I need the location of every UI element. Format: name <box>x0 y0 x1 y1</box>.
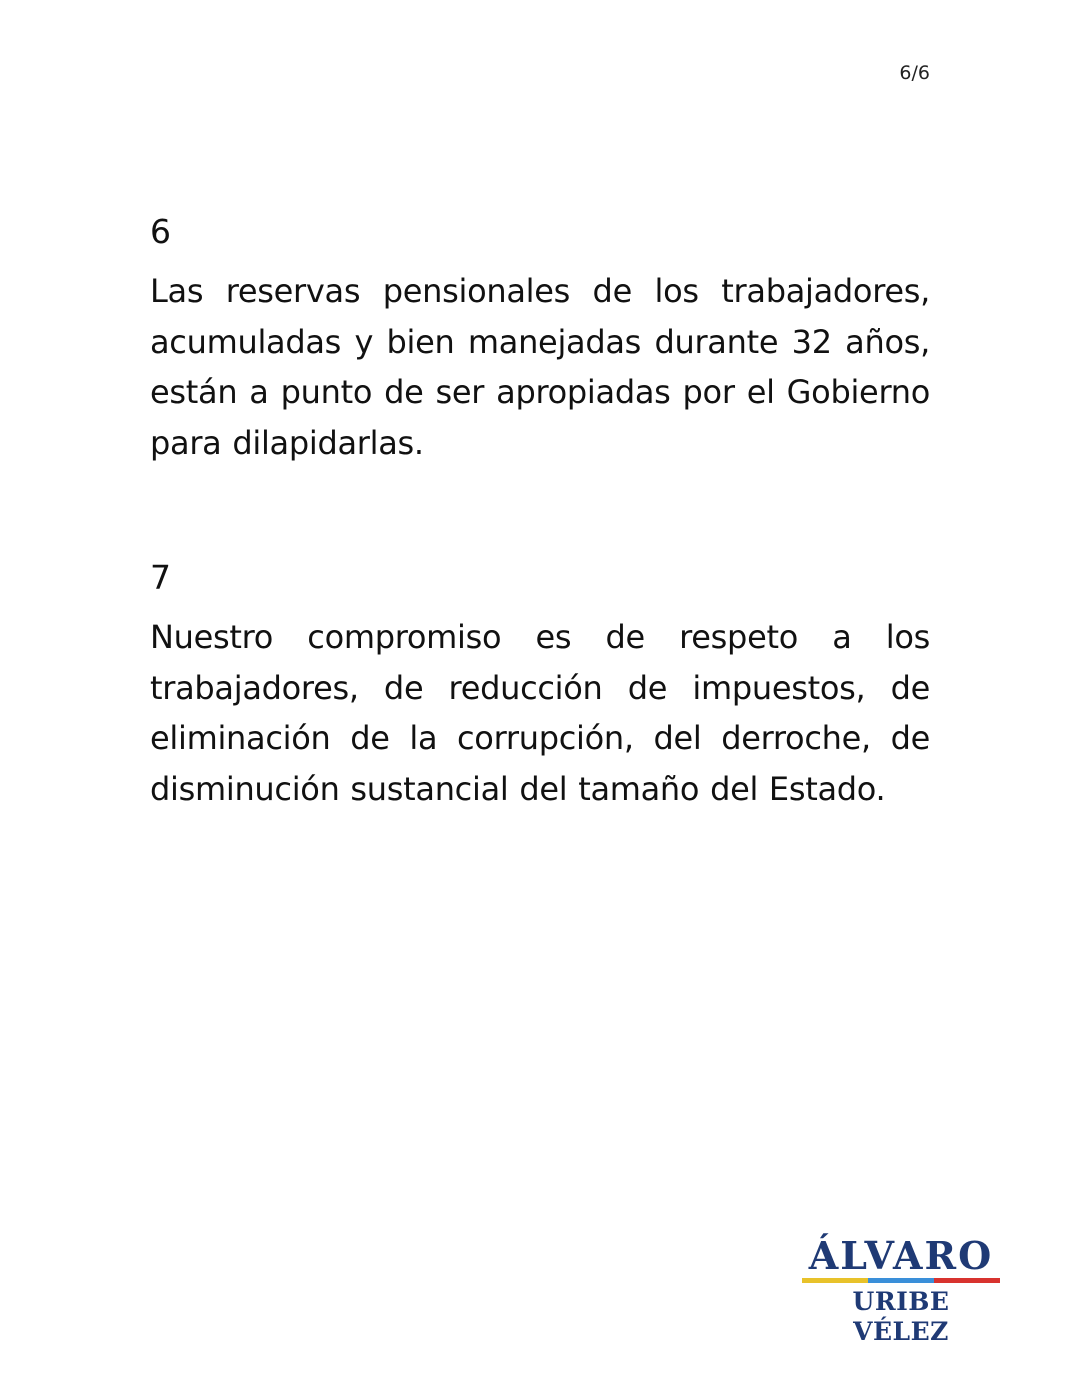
logo-stripe-red <box>934 1278 1000 1283</box>
page-number: 6/6 <box>899 62 930 84</box>
logo-stripe-blue <box>868 1278 934 1283</box>
section-number: 6 <box>150 212 171 251</box>
numbered-section <box>150 558 930 814</box>
section-paragraph: Nuestro compromiso es de respeto a los trabajadores, de reducción de impuestos, de eliminación de la corrupción, del derroche, de disminución sustancial del tamaño del Estado. <box>150 618 930 808</box>
logo-first-name: ÁLVARO <box>808 1233 994 1278</box>
section-paragraph: Las reservas pensionales de los trabajadores, acumuladas y bien manejadas durante 32 años, están a punto de ser apropiadas por el Gobierno para dilapidarlas. <box>150 272 930 462</box>
numbered-section <box>150 212 930 468</box>
section-number: 7 <box>150 558 171 597</box>
logo-last-name: URIBE VÉLEZ <box>852 1287 950 1346</box>
logo-stripe-yellow <box>802 1278 868 1283</box>
logo-color-stripe <box>802 1278 1000 1283</box>
campaign-logo <box>802 1233 1000 1347</box>
